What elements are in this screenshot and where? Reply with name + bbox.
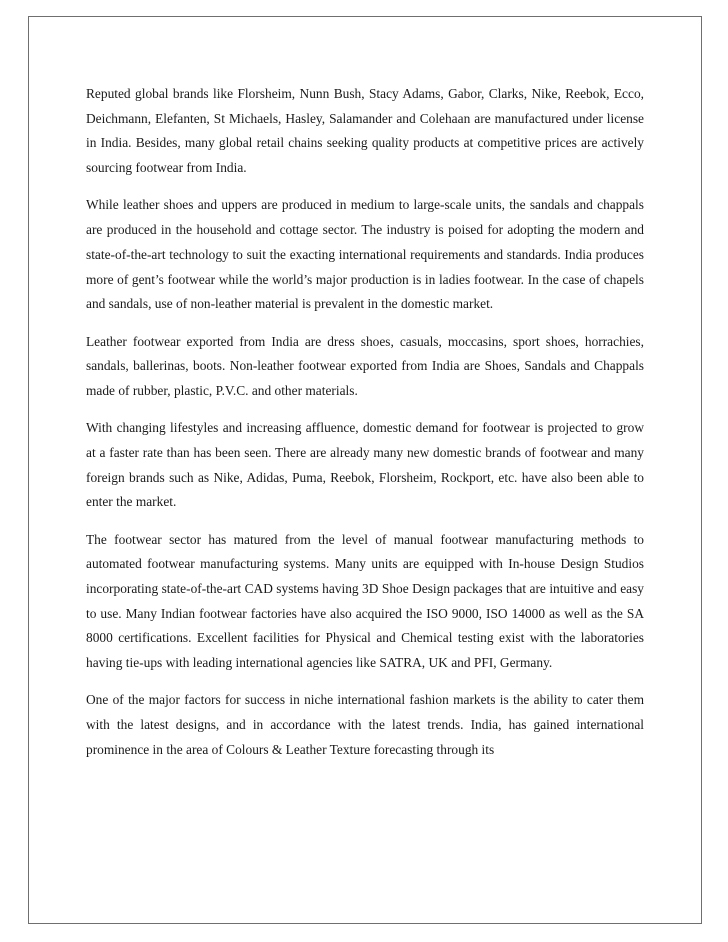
paragraph-production: While leather shoes and uppers are produced in medium to large-scale units, the sandals and chappals are produced in the household and cottage sector. The industry is poised for adopting the modern and state-of-the-art technology to suit the exacting international requirements and standards. India produces more of gent’s footwear while the world’s major production is in ladies footwear. In the case of chapels and sandals, use of non-leather material is prevalent in the domestic market. <box>86 197 644 312</box>
paragraph-manufacturing: The footwear sector has matured from the level of manual footwear manufacturing methods to automated footwear manufacturing systems. Many units are equipped with In-house Design Studios incorporating state-of-the-art CAD systems having 3D Shoe Design packages that are intuitive and easy to use. Many Indian footwear factories have also acquired the ISO 9000, ISO 14000 as well as the SA 8000 certifications. Excellent facilities for Physical and Chemical testing exist with the laboratories having tie-ups with leading international agencies like SATRA, UK and PFI, Germany. <box>86 531 644 671</box>
document-body <box>86 82 644 763</box>
paragraph-fashion-markets: One of the major factors for success in niche international fashion markets is the ability to cater them with the latest designs, and in accordance with the latest trends. India, has gained international prominence in the area of Colours & Leather Texture forecasting through its <box>86 692 644 757</box>
paragraph-domestic-demand: With changing lifestyles and increasing affluence, domestic demand for footwear is projected to grow at a faster rate than has been seen. There are already many new domestic brands of footwear and many foreign brands such as Nike, Adidas, Puma, Reebok, Florsheim, Rockport, etc. have also been able to enter the market. <box>86 420 644 510</box>
paragraph-exports: Leather footwear exported from India are dress shoes, casuals, moccasins, sport shoes, horrachies, sandals, ballerinas, boots. Non-leather footwear exported from India are Shoes, Sandals and Chappals made of rubber, plastic, P.V.C. and other materials. <box>86 333 644 398</box>
paragraph-brands: Reputed global brands like Florsheim, Nunn Bush, Stacy Adams, Gabor, Clarks, Nike, Reebok, Ecco, Deichmann, Elefanten, St Michaels, Hasley, Salamander and Colehaan are manufactured under license in India. Besides, many global retail chains seeking quality products at competitive prices are actively sourcing footwear from India. <box>86 86 644 176</box>
